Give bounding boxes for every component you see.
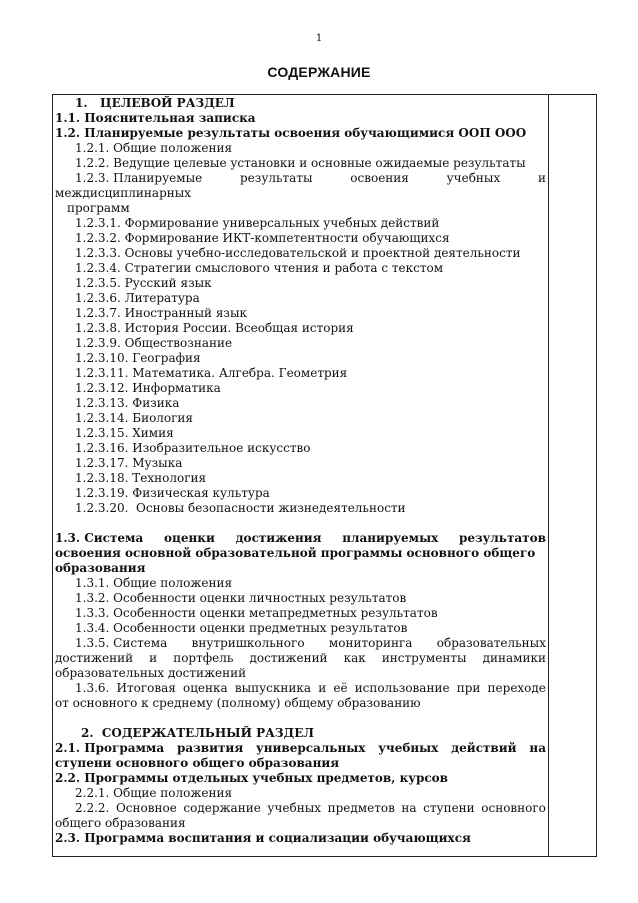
toc-word: мониторинга xyxy=(328,636,413,650)
toc-word: планируемых xyxy=(342,531,439,545)
toc-word: при xyxy=(456,681,481,695)
toc-item-1-2-3-18: 1.2.3.18. Технология xyxy=(75,471,207,485)
toc-word: результатов xyxy=(458,531,546,545)
toc-item-1-2-2: 1.2.2. Ведущие целевые установки и основные ожидаемые результаты xyxy=(75,156,526,170)
toc-item-2-2-2-cont: общего образования xyxy=(55,816,186,830)
toc-word: оценки xyxy=(163,531,215,545)
toc-word: и xyxy=(538,171,546,185)
toc-item-1-2-3-19: 1.2.3.19. Физическая культура xyxy=(75,486,270,500)
toc-word: как xyxy=(343,651,366,665)
toc-word: на xyxy=(401,801,417,815)
toc-item-1-1: 1.1. Пояснительная записка xyxy=(55,111,256,125)
toc-word: Итоговая xyxy=(116,681,176,695)
toc-item-1-3-6 xyxy=(55,681,546,696)
toc-item-2-2: 2.2. Программы отдельных учебных предметов, курсов xyxy=(55,771,448,785)
toc-section-2: 2. СОДЕРЖАТЕЛЬНЫЙ РАЗДЕЛ xyxy=(81,726,314,740)
toc-word: учебных xyxy=(378,741,439,755)
toc-word: динамики xyxy=(482,651,546,665)
toc-section-1: 1. ЦЕЛЕВОЙ РАЗДЕЛ xyxy=(75,96,235,110)
toc-item-1-2-3-14: 1.2.3.14. Биология xyxy=(75,411,193,425)
toc-item-1-3-5-cont2: образовательных достижений xyxy=(55,666,247,680)
toc-item-1-3-2: 1.3.2. Особенности оценки личностных результатов xyxy=(75,591,407,605)
toc-item-1-3-4: 1.3.4. Особенности оценки предметных результатов xyxy=(75,621,408,635)
toc-item-1-3-5-cont xyxy=(55,651,546,666)
toc-item-1-3-1: 1.3.1. Общие положения xyxy=(75,576,233,590)
page-title: СОДЕРЖАНИЕ xyxy=(267,64,371,80)
toc-word: 2.2.2. xyxy=(75,801,110,815)
toc-word: учебных xyxy=(446,171,501,185)
toc-item-1-2-3-6: 1.2.3.6. Литература xyxy=(75,291,200,305)
toc-item-1-2-3-cont: междисциплинарных xyxy=(55,186,192,200)
page-number: 1 xyxy=(315,33,323,44)
toc-word: выпускника xyxy=(234,681,312,695)
toc-word: её xyxy=(333,681,348,695)
spacer xyxy=(55,516,546,531)
toc-item-1-3-3: 1.3.3. Особенности оценки метапредметных результатов xyxy=(75,606,438,620)
toc-item-1-2-3-7: 1.2.3.7. Иностранный язык xyxy=(75,306,248,320)
toc-item-1-3-6-cont: от основного к среднему (полному) общему образованию xyxy=(55,696,421,710)
toc-word: оценка xyxy=(182,681,228,695)
toc-item-1-3-cont: освоения основной образовательной программы основного общего xyxy=(55,546,536,560)
toc-word: образовательных xyxy=(436,636,546,650)
toc-item-1-2-3-2: 1.2.3.2. Формирование ИКТ-компетентности обучающихся xyxy=(75,231,450,245)
toc-item-1-2: 1.2. Планируемые результаты освоения обучающимися ООП ООО xyxy=(55,126,527,140)
toc-word: инструменты xyxy=(381,651,467,665)
toc-item-2-1 xyxy=(55,741,546,756)
toc-table xyxy=(52,94,597,857)
toc-word: достижений xyxy=(249,651,328,665)
toc-word: 1.3.6. xyxy=(75,681,110,695)
toc-word: достижения xyxy=(235,531,322,545)
toc-item-1-2-3 xyxy=(55,171,546,186)
toc-word: внутришкольного xyxy=(191,636,305,650)
toc-item-2-2-2 xyxy=(55,801,546,816)
toc-content-column xyxy=(53,95,549,856)
toc-word: предметов xyxy=(327,801,395,815)
toc-word: переходе xyxy=(487,681,546,695)
toc-item-1-3-cont2: образования xyxy=(55,561,146,575)
toc-item-1-2-1: 1.2.1. Общие положения xyxy=(75,141,233,155)
toc-item-1-2-3-20: 1.2.3.20. Основы безопасности жизнедеятельности xyxy=(75,501,406,515)
toc-word: достижений xyxy=(55,651,134,665)
toc-page-numbers-column xyxy=(549,95,596,856)
toc-item-1-2-3-17: 1.2.3.17. Музыка xyxy=(75,456,183,470)
toc-word: ступени xyxy=(423,801,475,815)
toc-word: развития xyxy=(176,741,244,755)
toc-item-2-1-cont: ступени основного общего образования xyxy=(55,756,340,770)
toc-item-1-2-3-11: 1.2.3.11. Математика. Алгебра. Геометрия xyxy=(75,366,348,380)
toc-item-1-2-3-10: 1.2.3.10. География xyxy=(75,351,201,365)
toc-item-1-2-3-9: 1.2.3.9. Обществознание xyxy=(75,336,233,350)
toc-word: 1.2.3. Планируемые xyxy=(75,171,203,185)
toc-item-1-2-3-12: 1.2.3.12. Информатика xyxy=(75,381,221,395)
toc-word: на xyxy=(529,741,546,755)
toc-word: и xyxy=(318,681,327,695)
toc-item-1-2-3-13: 1.2.3.13. Физика xyxy=(75,396,180,410)
toc-item-1-3-5 xyxy=(55,636,546,651)
toc-word: освоения xyxy=(350,171,409,185)
toc-word: портфель xyxy=(173,651,234,665)
toc-item-1-2-3-3: 1.2.3.3. Основы учебно-исследовательской и проектной деятельности xyxy=(75,246,521,260)
toc-word: действий xyxy=(451,741,517,755)
toc-item-1-2-3-5: 1.2.3.5. Русский язык xyxy=(75,276,212,290)
toc-word: использование xyxy=(354,681,450,695)
toc-item-1-2-3-cont2: программ xyxy=(67,201,130,215)
toc-word: 1.3.5. Система xyxy=(75,636,168,650)
toc-word: содержание xyxy=(183,801,261,815)
toc-item-1-2-3-1: 1.2.3.1. Формирование универсальных учебных действий xyxy=(75,216,440,230)
toc-item-1-2-3-4: 1.2.3.4. Стратегии смыслового чтения и работа с текстом xyxy=(75,261,444,275)
toc-item-1-2-3-8: 1.2.3.8. История России. Всеобщая история xyxy=(75,321,354,335)
toc-word: результаты xyxy=(239,171,313,185)
toc-item-1-2-3-15: 1.2.3.15. Химия xyxy=(75,426,174,440)
toc-word: Основное xyxy=(115,801,177,815)
toc-word: учебных xyxy=(267,801,322,815)
toc-item-1-2-3-16: 1.2.3.16. Изобразительное искусство xyxy=(75,441,311,455)
toc-word: 1.3. Система xyxy=(55,531,144,545)
toc-item-1-3 xyxy=(55,531,546,546)
toc-word: и xyxy=(149,651,158,665)
toc-item-2-2-1: 2.2.1. Общие положения xyxy=(75,786,233,800)
toc-word: 2.1. Программа xyxy=(55,741,165,755)
spacer xyxy=(55,711,546,726)
toc-item-2-3: 2.3. Программа воспитания и социализации обучающихся xyxy=(55,831,471,845)
toc-word: основного xyxy=(481,801,546,815)
toc-word: универсальных xyxy=(256,741,366,755)
